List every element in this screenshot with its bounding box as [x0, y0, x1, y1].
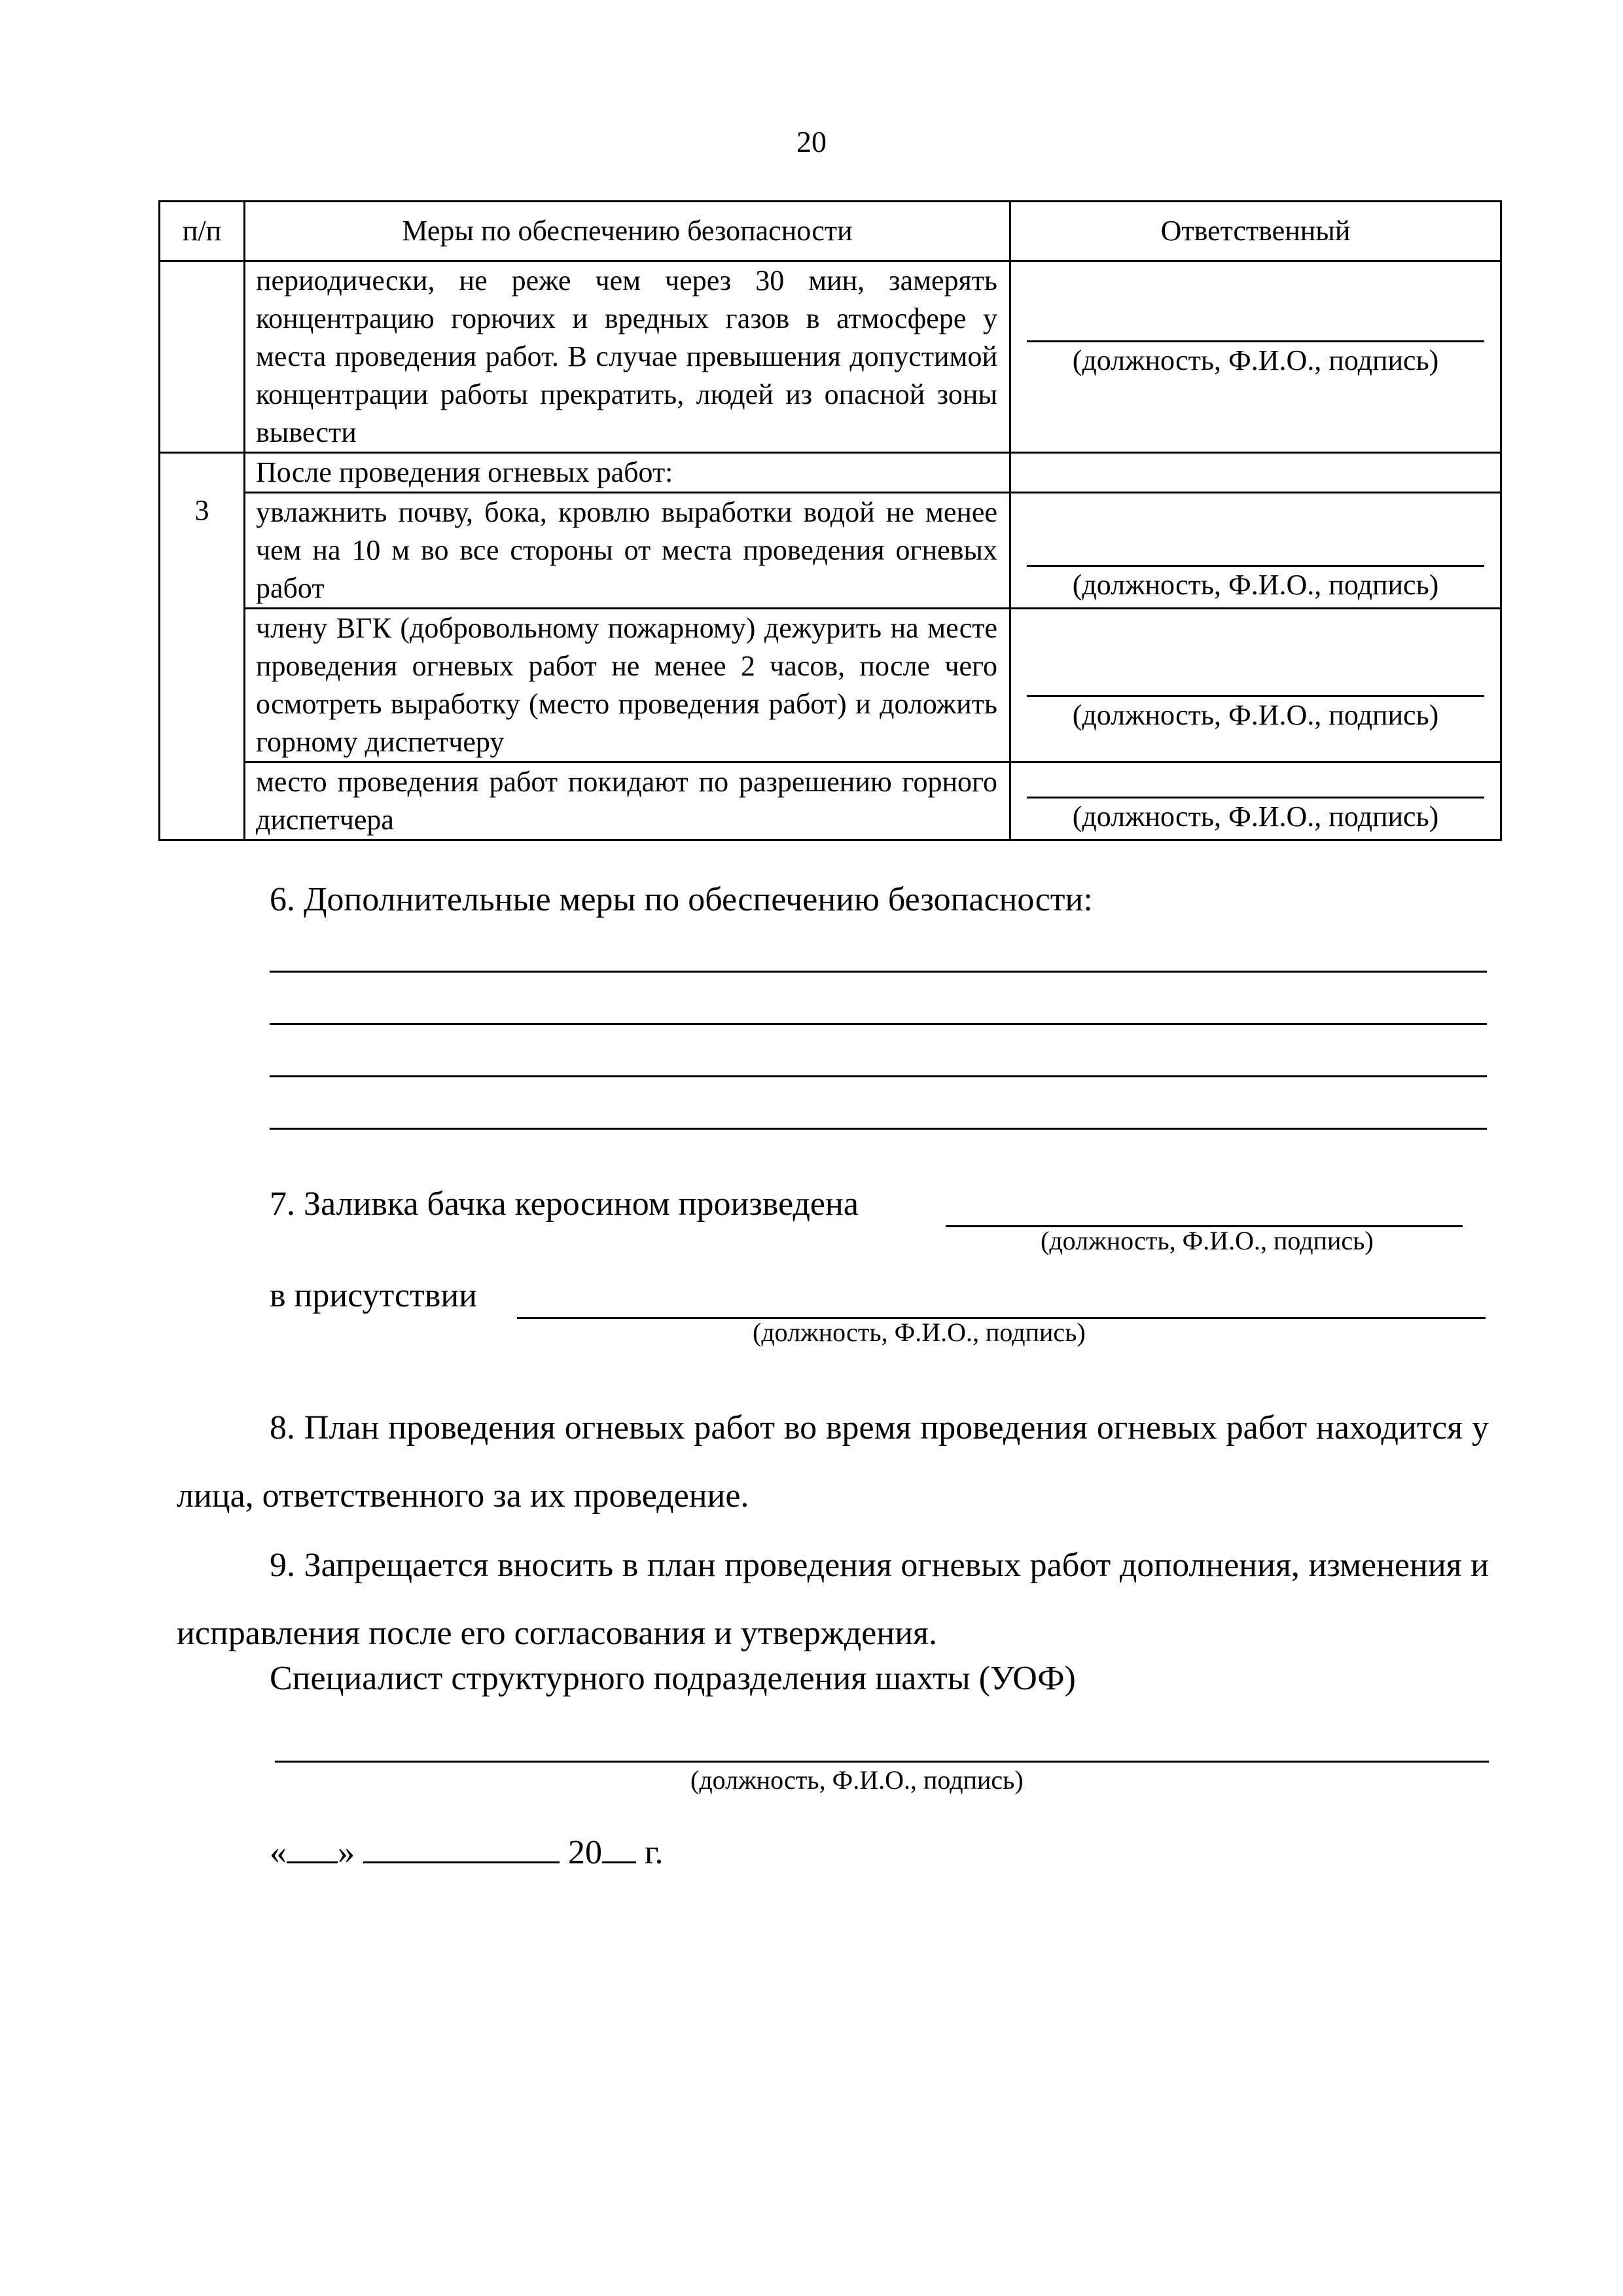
page-number: 20: [796, 125, 827, 158]
blank-fill-line[interactable]: [270, 1023, 1487, 1025]
open-quote: «: [270, 1834, 287, 1871]
section-9-paragraph: 9. Запрещается вносить в план проведения огневых работ дополнения, изменения и исправления после его согласования и утверждения.: [177, 1547, 1489, 1652]
signature-caption: (должность, Ф.И.О., подпись): [1072, 699, 1439, 731]
year-blank[interactable]: [602, 1833, 636, 1863]
signature-cell: [1010, 493, 1501, 609]
signature-caption: (должность, Ф.И.О., подпись): [1072, 800, 1439, 833]
measure-cell: периодически, не реже чем через 30 мин, замерять концентрацию горючих и вредных газов в атмосфере у места проведения работ. В случае превышения допустимой концентрации работы прекратить, людей из опасной зоны вывести: [245, 261, 1010, 453]
row-number-cell-empty: [160, 261, 245, 453]
table-row: [160, 453, 1501, 493]
year-suffix: г.: [645, 1834, 664, 1871]
empty-responsible-cell: [1010, 453, 1501, 493]
specialist-title: Специалист структурного подразделения шахты (УОФ): [270, 1660, 1076, 1697]
specialist-caption: (должность, Ф.И.О., подпись): [690, 1765, 1024, 1795]
signature-cell: [1010, 609, 1501, 762]
table-row: [160, 609, 1501, 762]
section-8-paragraph: 8. План проведения огневых работ во время проведения огневых работ находится у лица, ответственного за их проведение.: [177, 1409, 1489, 1515]
signature-caption: (должность, Ф.И.О., подпись): [1072, 344, 1439, 376]
date-line: [270, 1833, 663, 1872]
close-quote: »: [338, 1834, 355, 1871]
table-header-row: [160, 202, 1501, 261]
table-row: [160, 493, 1501, 609]
specialist-fill-line[interactable]: [275, 1761, 1489, 1763]
header-responsible: Ответственный: [1010, 202, 1501, 261]
signature-caption: (должность, Ф.И.О., подпись): [1072, 569, 1439, 601]
presence-label: в присутствии: [270, 1277, 477, 1314]
safety-measures-table: [158, 200, 1502, 841]
table-row: [160, 261, 1501, 453]
kerosene-caption: (должность, Ф.И.О., подпись): [1041, 1226, 1374, 1255]
blank-fill-line[interactable]: [270, 1075, 1487, 1077]
measure-cell: увлажнить почву, бока, кровлю выработки водой не менее чем на 10 м во все стороны от места проведения огневых работ: [245, 493, 1010, 609]
header-number: п/п: [160, 202, 245, 261]
table-row: [160, 762, 1501, 840]
section-7-text: 7. Заливка бачка керосином произведена: [270, 1185, 859, 1223]
day-blank[interactable]: [287, 1833, 338, 1863]
blank-fill-line[interactable]: [270, 1128, 1487, 1130]
section-6-heading: 6. Дополнительные меры по обеспечению безопасности:: [270, 881, 1093, 918]
measure-subheading: После проведения огневых работ:: [245, 453, 1010, 493]
signature-cell: [1010, 261, 1501, 453]
signature-cell: [1010, 762, 1501, 840]
measure-cell: место проведения работ покидают по разрешению горного диспетчера: [245, 762, 1010, 840]
blank-fill-line[interactable]: [270, 971, 1487, 973]
presence-caption: (должность, Ф.И.О., подпись): [753, 1318, 1086, 1347]
month-blank[interactable]: [363, 1833, 560, 1863]
measure-cell: члену ВГК (добровольному пожарному) дежурить на месте проведения огневых работ не менее 2 часов, после чего осмотреть выработку (место проведения работ) и доложить горному диспетчеру: [245, 609, 1010, 762]
header-measures: Меры по обеспечению безопасности: [245, 202, 1010, 261]
row-number: 3: [160, 453, 245, 840]
year-prefix: 20: [568, 1834, 602, 1871]
